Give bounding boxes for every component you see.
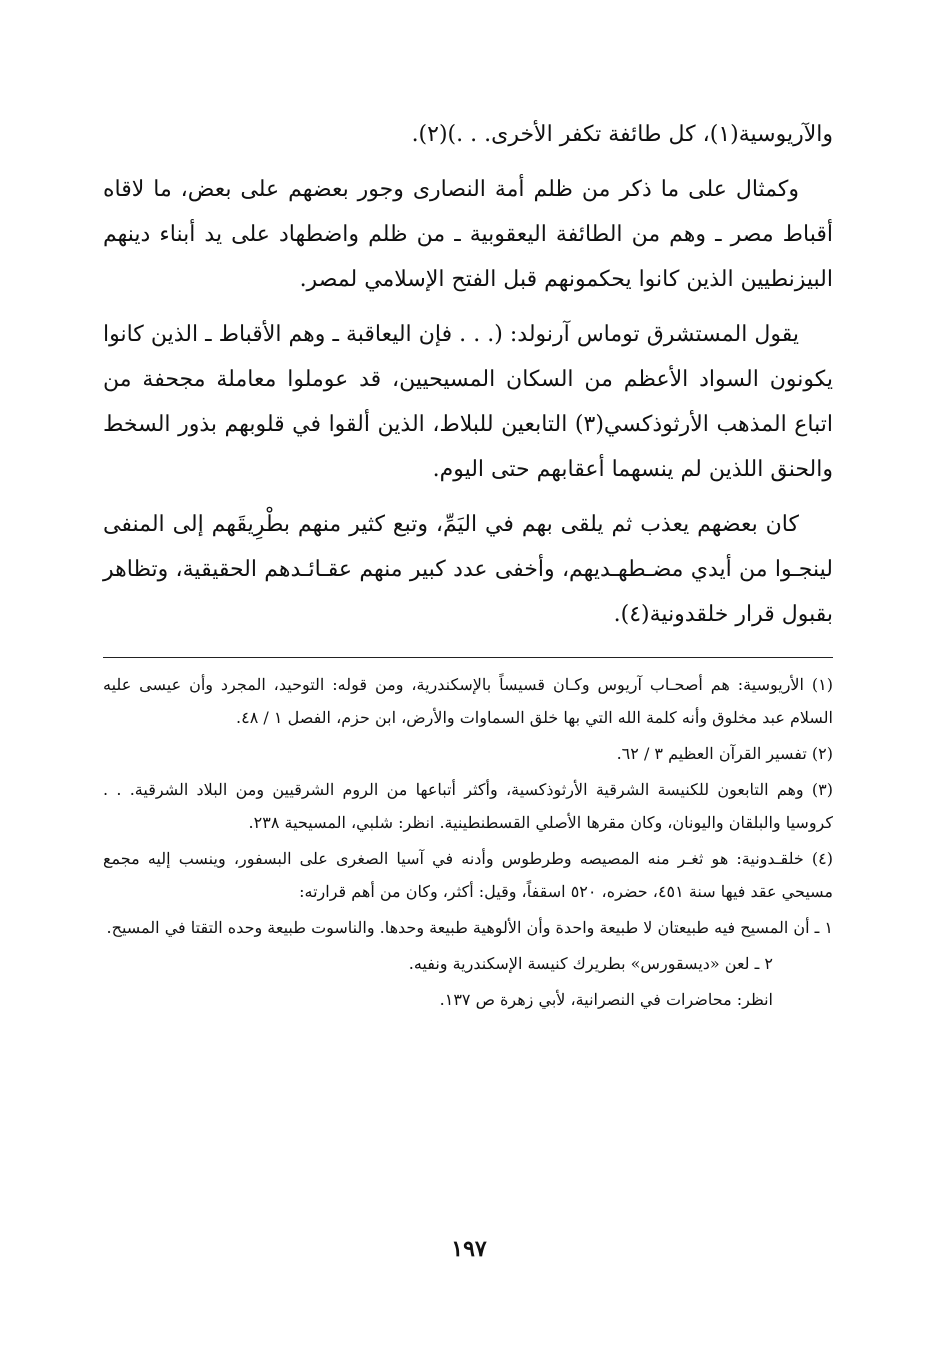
footnotes bbox=[103, 668, 833, 1019]
main-text bbox=[103, 112, 833, 647]
paragraph-3: يقول المستشرق توماس آرنولد: (. . . فإن اليعاقبة ـ وهم الأقباط ـ الذين كانوا يكونون السواد الأعظم من السكان المسيحيين، قد عوملوا معاملة مجحفة من اتباع المذهب الأرثوذكسي(٣) التابعين للبلاط، الذين ألقوا في قلوبهم بذور السخط والحنق اللذين لم ينسهما أعقابهم حتى اليوم. bbox=[103, 322, 833, 482]
footnote-4: (٤) خلقـدونية: هو ثغـر منه المصيصه وطرطوس وأدنه في آسيا الصغرى على البسفور، وينسب إليه مجمع مسيحي عقد فيها سنة ٤٥١، حضره، ٥٢٠ اسقفاً، وقيل: أكثر، وكان من أهم قرارته: bbox=[103, 849, 833, 901]
footnote-3: (٣) وهم التابعون للكنيسة الشرقية الأرثوذكسية، وأكثر أتباعها من الروم الشرقيين ومن البلاد الشرقية. . . كروسيا والبلقان واليونان، وكان مقرها الأصلي القسطنطينية. انظر: شلبي، المسيحية ٢٣٨. bbox=[103, 780, 833, 832]
footnote-1: (١) الأريوسية: هم أصحـاب آريوس وكـان قسيساً بالإسكندرية، ومن قوله: التوحيد، المجرد وأن عيسى عليه السلام عبد مخلوق وأنه كلمة الله التي بها خلق السماوات والأرض، ابن حزم، الفصل ١ / ٤٨. bbox=[103, 675, 833, 727]
footnote-4-item-2: ٢ ـ لعن «ديسقورس» بطريرك كنيسة الإسكندرية ونفيه. bbox=[408, 954, 773, 973]
footnote-2: (٢) تفسير القرآن العظيم ٣ / ٦٢. bbox=[616, 744, 833, 763]
footnote-4-reference: انظر: محاضرات في النصرانية، لأبي زهرة ص ١٣٧. bbox=[439, 990, 773, 1009]
paragraph-4: كان بعضهم يعذب ثم يلقى بهم في اليَمِّ، وتبع كثير منهم بطْرِيقَهم إلى المنفى لينجـوا من أيدي مضـطهـديهم، وأخفى عدد كبير منهم عقـائـدهم الحقيقية، وتظاهر بقبول قرار خلقدونية(٤). bbox=[103, 512, 833, 627]
page-number: ١٩٧ bbox=[451, 1236, 487, 1262]
paragraph-2: وكمثال على ما ذكر من ظلم أمة النصارى وجور بعضهم على بعض، ما لاقاه أقباط مصر ـ وهم من الطائفة اليعقوبية ـ من ظلم واضطهاد على يد أبناء دينهم البيزنطيين الذين كانوا يحكمونهم قبل الفتح الإسلامي لمصر. bbox=[103, 177, 833, 292]
footnote-divider bbox=[103, 657, 833, 658]
paragraph-1: والآريوسية(١)، كل طائفة تكفر الأخرى. . .)(٢). bbox=[411, 122, 833, 147]
footnote-4-item-1: ١ ـ أن المسيح فيه طبيعتان لا طبيعة واحدة وأن الألوهية طبيعة وحدها. والناسوت طبيعة وحده التقتا في المسيح. bbox=[106, 918, 833, 937]
